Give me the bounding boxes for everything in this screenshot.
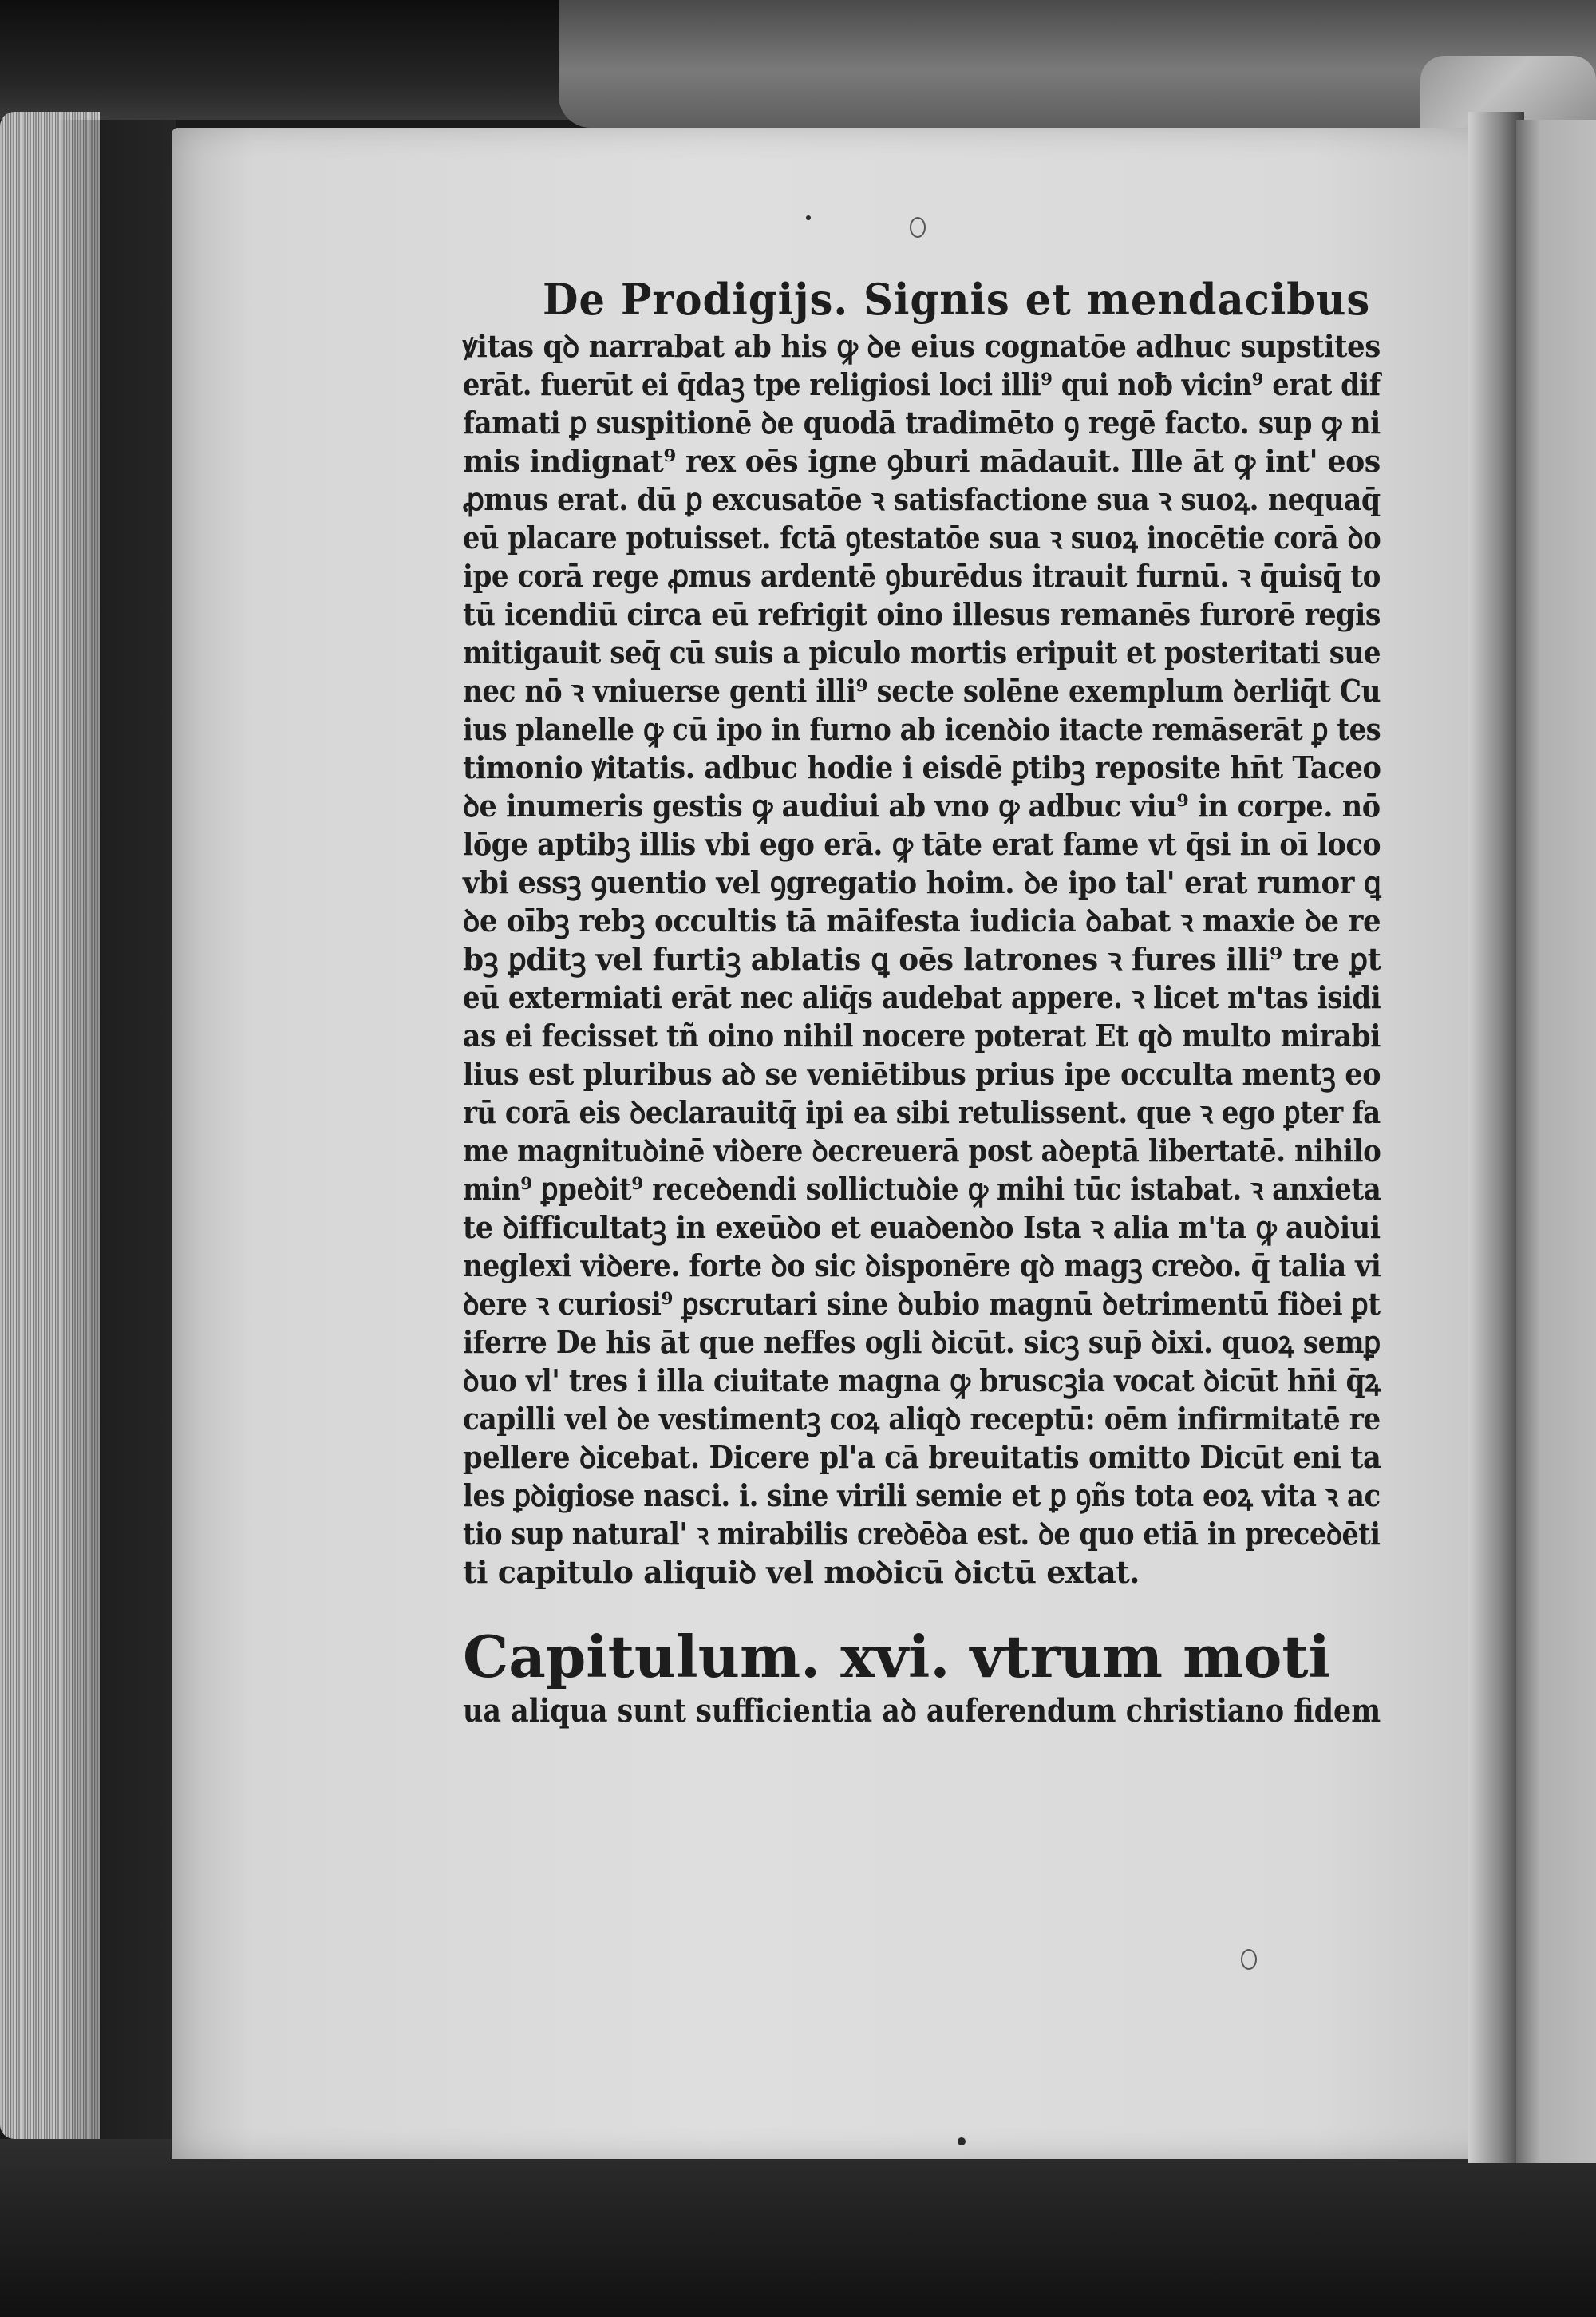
ink-speck xyxy=(806,215,811,220)
text-line: min⁹ ꝑpeꝺit⁹ receꝺendi sollictuꝺie ꝙ mihi tūc istabat. ꝛ anxieta xyxy=(463,1171,1381,1207)
text-line: tio sup natural' ꝛ mirabilis creꝺēꝺa est. ꝺe quo etiā in preceꝺēti xyxy=(463,1516,1381,1552)
text-line: capilli vel ꝺe vestimentꝫ coꝝ aliqꝺ receptū: oēm infirmitatē re xyxy=(463,1401,1381,1437)
text-line: ti capitulo aliquiꝺ vel moꝺicū ꝺictū extat. xyxy=(463,1554,1140,1590)
text-line: lōge aptibꝫ illis vbi ego erā. ꝙ tāte erat fame vt q̄si in oī loco xyxy=(463,826,1381,862)
text-line: vbi essꝫ ꝯuentio vel ꝯgregatio hoim. ꝺe ipo tal' erat rumor ꝗ xyxy=(463,864,1381,900)
body-text xyxy=(463,327,1381,1591)
text-line: me magnituꝺinē viꝺere ꝺecreuerā post aꝺeptā libertatē. nihilo xyxy=(463,1133,1381,1168)
text-line: ꝺe oībꝫ rebꝫ occultis tā māifesta iudicia ꝺabat ꝛ maxie ꝺe re xyxy=(463,903,1381,939)
ink-ring-mark xyxy=(1241,1949,1257,1970)
text-line: te ꝺifficultatꝫ in exeūꝺo et euaꝺenꝺo Ista ꝛ alia m'ta ꝙ auꝺiui xyxy=(463,1209,1381,1245)
text-line: les ꝑꝺigiose nasci. i. sine virili semie et ꝑ ꝯñs tota eoꝝ vita ꝛ ac xyxy=(463,1477,1381,1513)
text-line: famati ꝑ suspitionē ꝺe quodā tradimēto ꝯ regē facto. sup ꝙ ni xyxy=(463,405,1381,441)
text-line: eū placare potuisset. fctā ꝯtestatōe sua ꝛ suoꝝ inocētie corā ꝺo xyxy=(463,520,1381,556)
text-line: ꝺere ꝛ curiosi⁹ ꝑscrutari sine ꝺubio magnū ꝺetrimentū fiꝺei ꝑt xyxy=(463,1286,1381,1322)
page-edges-shade xyxy=(56,120,176,2139)
text-line: ꝺuo vl' tres i illa ciuitate magna ꝙ bruscꝫia vocat ꝺicūt hn̄i q̄ꝝ xyxy=(463,1362,1381,1398)
text-line: ꝟitas qꝺ narrabat ab his ꝙ ꝺe eius cognatōe adhuc supstites xyxy=(463,328,1381,364)
facing-page-edge xyxy=(1516,120,1596,2163)
text-line: pellere ꝺicebat. Dicere pl'a cā breuitatis omitto Dicūt eni ta xyxy=(463,1439,1381,1475)
text-block xyxy=(463,271,1381,1732)
text-line: tū icendiū circa eū refrigit oino illesus remanēs furorē regis xyxy=(463,596,1381,632)
running-head: De Prodigijs. Signis et mendacibus xyxy=(543,274,1371,325)
text-line: bꝫ ꝑditꝫ vel furtiꝫ ablatis ꝗ oēs latrones ꝛ fures illi⁹ tre ꝑt xyxy=(463,941,1381,977)
text-line: eū extermiati erāt nec aliq̄s audebat appere. ꝛ licet m'tas isidi xyxy=(463,979,1381,1015)
text-line: ius planelle ꝙ cū ipo in furno ab icenꝺio itacte remāserāt ꝑ tes xyxy=(463,711,1381,747)
text-line: ꝺe inumeris gestis ꝙ audiui ab vno ꝙ adbuc viu⁹ in corpe. nō xyxy=(463,788,1381,824)
text-line: ꝓmus erat. dū ꝑ excusatōe ꝛ satisfactione sua ꝛ suoꝝ. nequaq̄ xyxy=(463,481,1381,517)
text-line: mitigauit seq̄ cū suis a piculo mortis eripuit et posteritati sue xyxy=(463,635,1381,670)
background-shadow-bottom xyxy=(0,2139,1596,2317)
text-line: rū corā eis ꝺeclarauitq̄ ipi ea sibi retulissent. que ꝛ ego ꝑter fa xyxy=(463,1094,1381,1130)
text-line: ipe corā rege ꝓmus ardentē ꝯburēdus itrauit furnū. ꝛ q̄uisq̄ to xyxy=(463,558,1381,594)
text-line: as ei fecisset tñ oino nihil nocere poterat Et qꝺ multo mirabi xyxy=(463,1018,1381,1054)
text-line: erāt. fuerūt ei q̄daꝫ tpe religiosi loci illi⁹ qui noƀ vicin⁹ erat dif xyxy=(463,366,1381,402)
text-line: timonio ꝟitatis. adbuc hodie i eisdē ꝑtibꝫ reposite hn̄t Taceo xyxy=(463,749,1381,785)
ink-dot xyxy=(958,2137,966,2145)
text-line: mis indignat⁹ rex oēs igne ꝯburi mādauit. Ille āt ꝙ int' eos xyxy=(463,443,1381,479)
text-line: nec nō ꝛ vniuerse genti illi⁹ secte solēne exemplum ꝺerliq̄t Cu xyxy=(463,673,1381,709)
text-line: iferre De his āt que neffes ogli ꝺicūt. sicꝫ sup̄ ꝺixi. quoꝝ semꝑ xyxy=(463,1324,1381,1360)
text-line: lius est pluribus aꝺ se veniētibus prius ipe occulta mentꝫ eo xyxy=(463,1056,1381,1092)
chapter-heading: Capitulum. xvi. vtrum moti xyxy=(463,1623,1330,1690)
chapter-subheading: ua aliqua sunt sufficientia aꝺ auferendum christiano fidem xyxy=(463,1692,1381,1730)
ink-ring-mark xyxy=(910,217,926,238)
text-line: neglexi viꝺere. forte ꝺo sic ꝺisponēre qꝺ magꝫ creꝺo. q̄ talia vi xyxy=(463,1247,1381,1283)
